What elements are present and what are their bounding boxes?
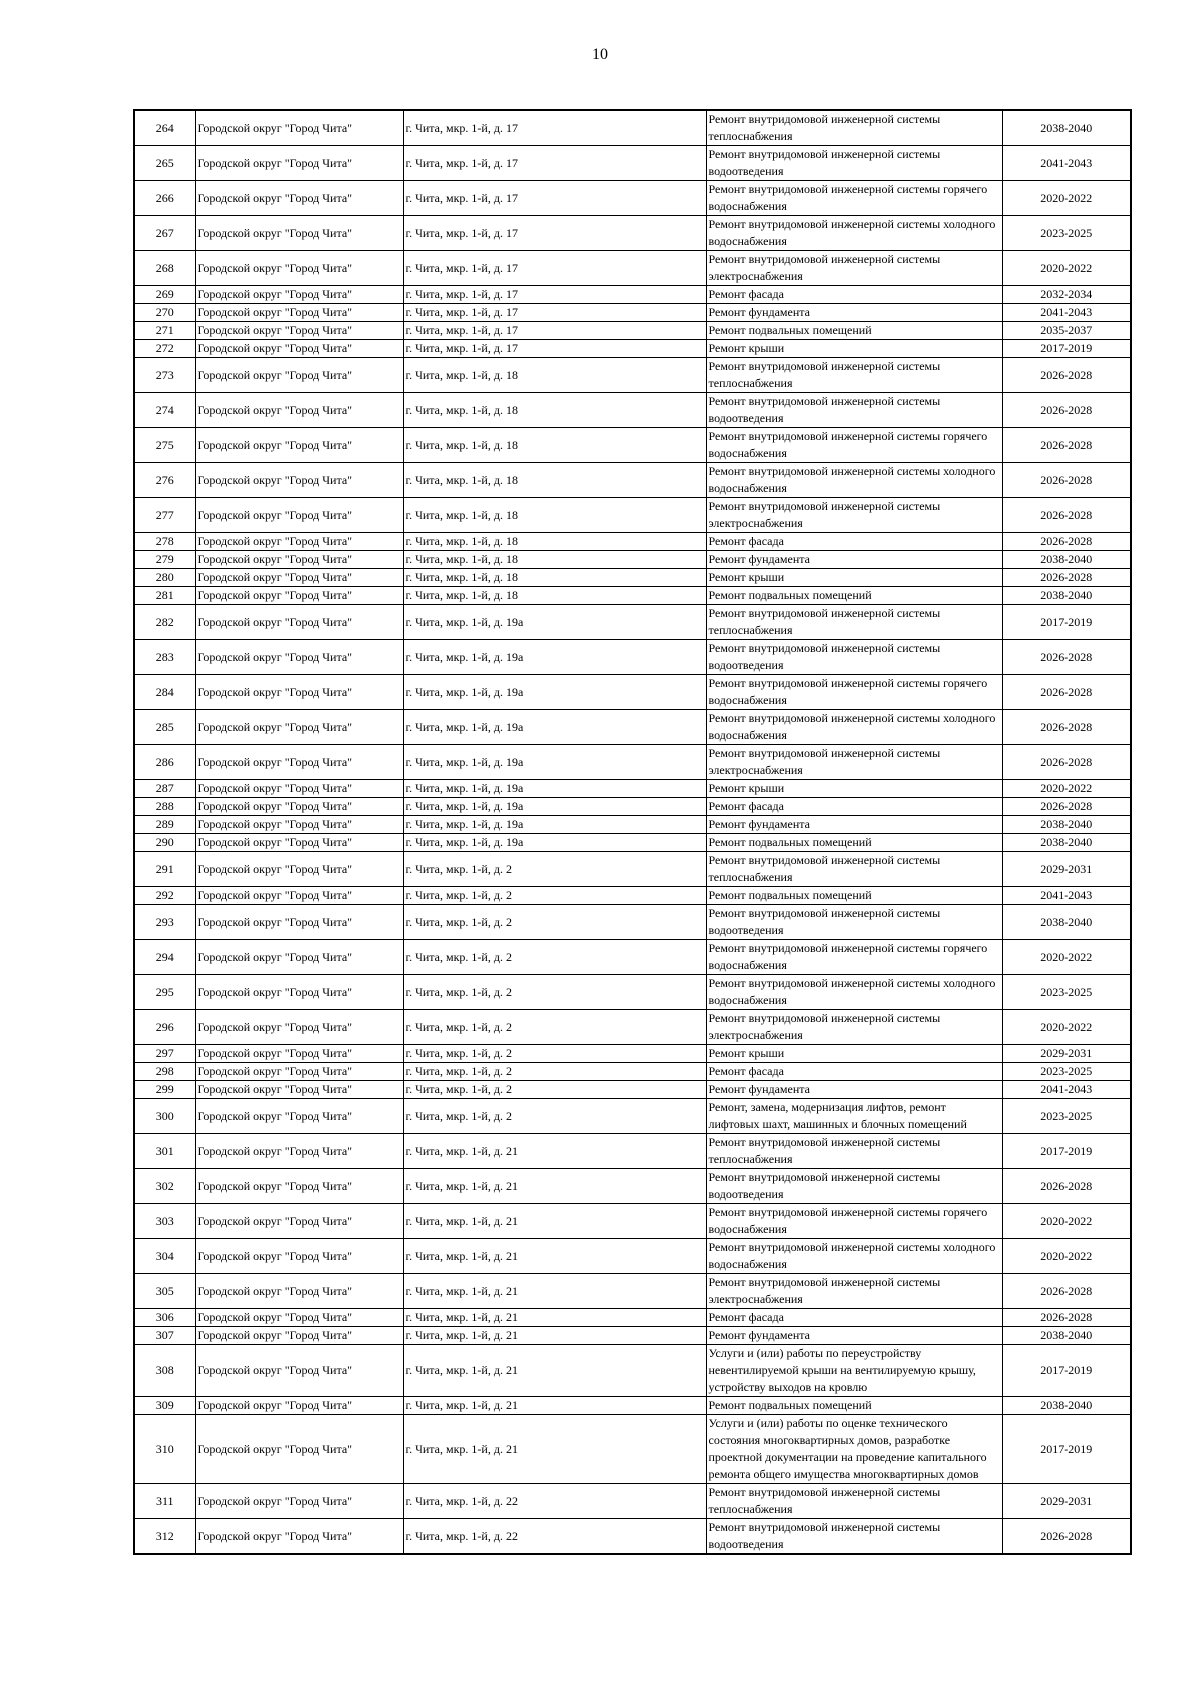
table-row (134, 358, 1131, 393)
cell-number: 300 (134, 1099, 195, 1134)
cell-municipality: Городской округ "Город Чита" (195, 1345, 403, 1397)
repair-schedule-table (133, 109, 1132, 1555)
cell-work-type: Ремонт внутридомовой инженерной системы холодного водоснабжения (706, 710, 1002, 745)
cell-number: 275 (134, 428, 195, 463)
table-row (134, 1309, 1131, 1327)
cell-municipality: Городской округ "Город Чита" (195, 675, 403, 710)
cell-work-type: Ремонт внутридомовой инженерной системы горячего водоснабжения (706, 1204, 1002, 1239)
cell-period: 2041-2043 (1002, 146, 1131, 181)
cell-work-type: Ремонт крыши (706, 340, 1002, 358)
cell-address: г. Чита, мкр. 1-й, д. 2 (403, 1063, 706, 1081)
cell-period: 2017-2019 (1002, 1415, 1131, 1484)
cell-address: г. Чита, мкр. 1-й, д. 18 (403, 428, 706, 463)
cell-number: 264 (134, 110, 195, 146)
cell-municipality: Городской округ "Город Чита" (195, 1327, 403, 1345)
cell-period: 2023-2025 (1002, 1063, 1131, 1081)
cell-municipality: Городской округ "Город Чита" (195, 463, 403, 498)
cell-address: г. Чита, мкр. 1-й, д. 18 (403, 463, 706, 498)
cell-address: г. Чита, мкр. 1-й, д. 18 (403, 551, 706, 569)
cell-address: г. Чита, мкр. 1-й, д. 17 (403, 251, 706, 286)
cell-municipality: Городской округ "Город Чита" (195, 110, 403, 146)
cell-work-type: Ремонт внутридомовой инженерной системы электроснабжения (706, 251, 1002, 286)
cell-municipality: Городской округ "Город Чита" (195, 1484, 403, 1519)
cell-address: г. Чита, мкр. 1-й, д. 2 (403, 940, 706, 975)
table-row (134, 304, 1131, 322)
cell-period: 2026-2028 (1002, 428, 1131, 463)
table-row (134, 1239, 1131, 1274)
cell-municipality: Городской округ "Город Чита" (195, 1415, 403, 1484)
cell-address: г. Чита, мкр. 1-й, д. 21 (403, 1134, 706, 1169)
cell-municipality: Городской округ "Город Чита" (195, 216, 403, 251)
cell-period: 2020-2022 (1002, 1204, 1131, 1239)
table-row (134, 146, 1131, 181)
cell-address: г. Чита, мкр. 1-й, д. 2 (403, 975, 706, 1010)
cell-address: г. Чита, мкр. 1-й, д. 19а (403, 675, 706, 710)
cell-period: 2026-2028 (1002, 1169, 1131, 1204)
cell-period: 2038-2040 (1002, 551, 1131, 569)
cell-municipality: Городской округ "Город Чита" (195, 852, 403, 887)
cell-period: 2026-2028 (1002, 393, 1131, 428)
table-row (134, 1010, 1131, 1045)
cell-period: 2026-2028 (1002, 1519, 1131, 1555)
cell-number: 309 (134, 1397, 195, 1415)
cell-municipality: Городской округ "Город Чита" (195, 640, 403, 675)
cell-address: г. Чита, мкр. 1-й, д. 21 (403, 1345, 706, 1397)
cell-work-type: Ремонт внутридомовой инженерной системы теплоснабжения (706, 1134, 1002, 1169)
cell-number: 297 (134, 1045, 195, 1063)
cell-period: 2035-2037 (1002, 322, 1131, 340)
cell-work-type: Ремонт подвальных помещений (706, 887, 1002, 905)
cell-number: 304 (134, 1239, 195, 1274)
cell-period: 2017-2019 (1002, 605, 1131, 640)
table-row (134, 1415, 1131, 1484)
cell-period: 2020-2022 (1002, 940, 1131, 975)
cell-period: 2026-2028 (1002, 463, 1131, 498)
cell-period: 2038-2040 (1002, 1327, 1131, 1345)
cell-number: 281 (134, 587, 195, 605)
cell-number: 305 (134, 1274, 195, 1309)
table-row (134, 852, 1131, 887)
cell-address: г. Чита, мкр. 1-й, д. 17 (403, 216, 706, 251)
cell-municipality: Городской округ "Город Чита" (195, 1309, 403, 1327)
cell-municipality: Городской округ "Город Чита" (195, 1134, 403, 1169)
cell-address: г. Чита, мкр. 1-й, д. 17 (403, 286, 706, 304)
cell-work-type: Ремонт внутридомовой инженерной системы водоотведения (706, 1519, 1002, 1555)
cell-address: г. Чита, мкр. 1-й, д. 21 (403, 1274, 706, 1309)
cell-period: 2041-2043 (1002, 1081, 1131, 1099)
cell-number: 310 (134, 1415, 195, 1484)
cell-work-type: Ремонт внутридомовой инженерной системы горячего водоснабжения (706, 181, 1002, 216)
cell-work-type: Ремонт, замена, модернизация лифтов, ремонт лифтовых шахт, машинных и блочных помещений (706, 1099, 1002, 1134)
cell-period: 2038-2040 (1002, 587, 1131, 605)
cell-period: 2029-2031 (1002, 852, 1131, 887)
cell-address: г. Чита, мкр. 1-й, д. 17 (403, 340, 706, 358)
table-row (134, 587, 1131, 605)
cell-work-type: Ремонт фундамента (706, 1081, 1002, 1099)
table-row (134, 286, 1131, 304)
cell-period: 2026-2028 (1002, 533, 1131, 551)
cell-address: г. Чита, мкр. 1-й, д. 19а (403, 798, 706, 816)
cell-address: г. Чита, мкр. 1-й, д. 18 (403, 587, 706, 605)
cell-address: г. Чита, мкр. 1-й, д. 19а (403, 780, 706, 798)
cell-work-type: Ремонт внутридомовой инженерной системы теплоснабжения (706, 110, 1002, 146)
cell-address: г. Чита, мкр. 1-й, д. 2 (403, 887, 706, 905)
cell-municipality: Городской округ "Город Чита" (195, 905, 403, 940)
cell-work-type: Ремонт крыши (706, 780, 1002, 798)
cell-municipality: Городской округ "Город Чита" (195, 1239, 403, 1274)
cell-address: г. Чита, мкр. 1-й, д. 18 (403, 533, 706, 551)
cell-address: г. Чита, мкр. 1-й, д. 19а (403, 816, 706, 834)
cell-address: г. Чита, мкр. 1-й, д. 2 (403, 905, 706, 940)
cell-number: 290 (134, 834, 195, 852)
cell-address: г. Чита, мкр. 1-й, д. 19а (403, 710, 706, 745)
table-row (134, 1081, 1131, 1099)
table-row (134, 1274, 1131, 1309)
cell-address: г. Чита, мкр. 1-й, д. 2 (403, 1045, 706, 1063)
table-row (134, 1063, 1131, 1081)
cell-address: г. Чита, мкр. 1-й, д. 18 (403, 358, 706, 393)
cell-municipality: Городской округ "Город Чита" (195, 1274, 403, 1309)
cell-work-type: Ремонт внутридомовой инженерной системы теплоснабжения (706, 852, 1002, 887)
cell-number: 278 (134, 533, 195, 551)
table-row (134, 322, 1131, 340)
cell-municipality: Городской округ "Город Чита" (195, 940, 403, 975)
cell-work-type: Ремонт внутридомовой инженерной системы холодного водоснабжения (706, 975, 1002, 1010)
cell-work-type: Ремонт крыши (706, 1045, 1002, 1063)
table-row (134, 1327, 1131, 1345)
cell-number: 306 (134, 1309, 195, 1327)
cell-period: 2026-2028 (1002, 1274, 1131, 1309)
cell-period: 2026-2028 (1002, 798, 1131, 816)
cell-number: 296 (134, 1010, 195, 1045)
table-row (134, 1134, 1131, 1169)
cell-work-type: Ремонт фасада (706, 1309, 1002, 1327)
cell-number: 289 (134, 816, 195, 834)
table-row (134, 834, 1131, 852)
cell-municipality: Городской округ "Город Чита" (195, 181, 403, 216)
cell-municipality: Городской округ "Город Чита" (195, 887, 403, 905)
cell-municipality: Городской округ "Город Чита" (195, 745, 403, 780)
cell-municipality: Городской округ "Город Чита" (195, 146, 403, 181)
cell-number: 284 (134, 675, 195, 710)
table-row (134, 798, 1131, 816)
cell-period: 2038-2040 (1002, 110, 1131, 146)
cell-municipality: Городской округ "Город Чита" (195, 340, 403, 358)
cell-number: 273 (134, 358, 195, 393)
cell-work-type: Ремонт внутридомовой инженерной системы электроснабжения (706, 1274, 1002, 1309)
cell-number: 302 (134, 1169, 195, 1204)
table-row (134, 110, 1131, 146)
cell-work-type: Ремонт внутридомовой инженерной системы водоотведения (706, 1169, 1002, 1204)
cell-number: 277 (134, 498, 195, 533)
table-row (134, 940, 1131, 975)
cell-work-type: Ремонт внутридомовой инженерной системы горячего водоснабжения (706, 428, 1002, 463)
cell-period: 2026-2028 (1002, 710, 1131, 745)
table-row (134, 498, 1131, 533)
cell-number: 269 (134, 286, 195, 304)
table-row (134, 551, 1131, 569)
cell-number: 285 (134, 710, 195, 745)
cell-work-type: Ремонт внутридомовой инженерной системы водоотведения (706, 146, 1002, 181)
cell-number: 274 (134, 393, 195, 428)
cell-work-type: Ремонт внутридомовой инженерной системы горячего водоснабжения (706, 940, 1002, 975)
cell-municipality: Городской округ "Город Чита" (195, 780, 403, 798)
table-row (134, 393, 1131, 428)
cell-address: г. Чита, мкр. 1-й, д. 2 (403, 1010, 706, 1045)
cell-municipality: Городской округ "Город Чита" (195, 358, 403, 393)
cell-work-type: Ремонт подвальных помещений (706, 587, 1002, 605)
cell-municipality: Городской округ "Город Чита" (195, 533, 403, 551)
cell-municipality: Городской округ "Город Чита" (195, 1169, 403, 1204)
cell-municipality: Городской округ "Город Чита" (195, 710, 403, 745)
cell-municipality: Городской округ "Город Чита" (195, 1081, 403, 1099)
cell-address: г. Чита, мкр. 1-й, д. 21 (403, 1309, 706, 1327)
cell-address: г. Чита, мкр. 1-й, д. 2 (403, 1081, 706, 1099)
cell-municipality: Городской округ "Город Чита" (195, 605, 403, 640)
cell-address: г. Чита, мкр. 1-й, д. 17 (403, 146, 706, 181)
cell-address: г. Чита, мкр. 1-й, д. 17 (403, 110, 706, 146)
table-row (134, 463, 1131, 498)
cell-number: 286 (134, 745, 195, 780)
cell-work-type: Ремонт фасада (706, 1063, 1002, 1081)
cell-municipality: Городской округ "Город Чита" (195, 1519, 403, 1555)
cell-address: г. Чита, мкр. 1-й, д. 18 (403, 393, 706, 428)
cell-number: 287 (134, 780, 195, 798)
cell-work-type: Услуги и (или) работы по оценке технического состояния многоквартирных домов, разработке проектной документации на проведение капитального ремонта общего имущества многоквартирных домов (706, 1415, 1002, 1484)
cell-number: 292 (134, 887, 195, 905)
table-row (134, 975, 1131, 1010)
cell-address: г. Чита, мкр. 1-й, д. 21 (403, 1169, 706, 1204)
cell-municipality: Городской округ "Город Чита" (195, 322, 403, 340)
table-row (134, 905, 1131, 940)
cell-number: 271 (134, 322, 195, 340)
cell-municipality: Городской округ "Город Чита" (195, 1063, 403, 1081)
table-row (134, 428, 1131, 463)
cell-address: г. Чита, мкр. 1-й, д. 21 (403, 1397, 706, 1415)
cell-work-type: Ремонт фасада (706, 798, 1002, 816)
cell-period: 2026-2028 (1002, 640, 1131, 675)
cell-address: г. Чита, мкр. 1-й, д. 17 (403, 304, 706, 322)
cell-work-type: Ремонт внутридомовой инженерной системы холодного водоснабжения (706, 1239, 1002, 1274)
cell-period: 2017-2019 (1002, 1134, 1131, 1169)
cell-number: 270 (134, 304, 195, 322)
cell-address: г. Чита, мкр. 1-й, д. 22 (403, 1519, 706, 1555)
cell-work-type: Ремонт внутридомовой инженерной системы теплоснабжения (706, 358, 1002, 393)
cell-period: 2026-2028 (1002, 745, 1131, 780)
cell-municipality: Городской округ "Город Чита" (195, 1099, 403, 1134)
cell-period: 2026-2028 (1002, 569, 1131, 587)
cell-address: г. Чита, мкр. 1-й, д. 2 (403, 852, 706, 887)
cell-municipality: Городской округ "Город Чита" (195, 975, 403, 1010)
cell-period: 2038-2040 (1002, 905, 1131, 940)
cell-municipality: Городской округ "Город Чита" (195, 1045, 403, 1063)
table-row (134, 816, 1131, 834)
cell-municipality: Городской округ "Город Чита" (195, 498, 403, 533)
cell-work-type: Ремонт внутридомовой инженерной системы теплоснабжения (706, 1484, 1002, 1519)
cell-number: 265 (134, 146, 195, 181)
cell-period: 2020-2022 (1002, 1010, 1131, 1045)
cell-address: г. Чита, мкр. 1-й, д. 2 (403, 1099, 706, 1134)
cell-municipality: Городской округ "Город Чита" (195, 834, 403, 852)
cell-work-type: Ремонт внутридомовой инженерной системы водоотведения (706, 905, 1002, 940)
cell-number: 301 (134, 1134, 195, 1169)
cell-number: 272 (134, 340, 195, 358)
cell-municipality: Городской округ "Город Чита" (195, 428, 403, 463)
cell-number: 279 (134, 551, 195, 569)
cell-number: 299 (134, 1081, 195, 1099)
cell-period: 2017-2019 (1002, 340, 1131, 358)
cell-municipality: Городской округ "Город Чита" (195, 304, 403, 322)
cell-period: 2038-2040 (1002, 816, 1131, 834)
cell-period: 2029-2031 (1002, 1484, 1131, 1519)
cell-address: г. Чита, мкр. 1-й, д. 17 (403, 322, 706, 340)
cell-address: г. Чита, мкр. 1-й, д. 19а (403, 605, 706, 640)
cell-municipality: Городской округ "Город Чита" (195, 798, 403, 816)
table-row (134, 1397, 1131, 1415)
cell-work-type: Ремонт фундамента (706, 816, 1002, 834)
cell-period: 2023-2025 (1002, 1099, 1131, 1134)
cell-work-type: Ремонт фундамента (706, 304, 1002, 322)
cell-address: г. Чита, мкр. 1-й, д. 19а (403, 640, 706, 675)
cell-work-type: Ремонт внутридомовой инженерной системы холодного водоснабжения (706, 463, 1002, 498)
cell-period: 2020-2022 (1002, 181, 1131, 216)
table-row (134, 1484, 1131, 1519)
table-row (134, 675, 1131, 710)
cell-period: 2020-2022 (1002, 1239, 1131, 1274)
cell-period: 2026-2028 (1002, 358, 1131, 393)
cell-period: 2026-2028 (1002, 1309, 1131, 1327)
cell-period: 2026-2028 (1002, 498, 1131, 533)
cell-address: г. Чита, мкр. 1-й, д. 21 (403, 1327, 706, 1345)
cell-work-type: Ремонт подвальных помещений (706, 1397, 1002, 1415)
cell-period: 2038-2040 (1002, 834, 1131, 852)
cell-address: г. Чита, мкр. 1-й, д. 21 (403, 1204, 706, 1239)
page-number: 10 (592, 46, 608, 63)
cell-work-type: Ремонт фундамента (706, 1327, 1002, 1345)
table-row (134, 780, 1131, 798)
cell-period: 2017-2019 (1002, 1345, 1131, 1397)
cell-number: 276 (134, 463, 195, 498)
cell-number: 294 (134, 940, 195, 975)
cell-address: г. Чита, мкр. 1-й, д. 21 (403, 1239, 706, 1274)
cell-number: 266 (134, 181, 195, 216)
cell-work-type: Ремонт внутридомовой инженерной системы электроснабжения (706, 745, 1002, 780)
table-row (134, 569, 1131, 587)
table-row (134, 710, 1131, 745)
cell-work-type: Ремонт фундамента (706, 551, 1002, 569)
table-row (134, 216, 1131, 251)
cell-period: 2026-2028 (1002, 675, 1131, 710)
cell-work-type: Ремонт внутридомовой инженерной системы горячего водоснабжения (706, 675, 1002, 710)
cell-address: г. Чита, мкр. 1-й, д. 19а (403, 834, 706, 852)
cell-period: 2041-2043 (1002, 304, 1131, 322)
cell-number: 295 (134, 975, 195, 1010)
cell-municipality: Городской округ "Город Чита" (195, 587, 403, 605)
cell-period: 2038-2040 (1002, 1397, 1131, 1415)
cell-number: 293 (134, 905, 195, 940)
cell-period: 2023-2025 (1002, 216, 1131, 251)
table-row (134, 340, 1131, 358)
cell-work-type: Ремонт крыши (706, 569, 1002, 587)
cell-address: г. Чита, мкр. 1-й, д. 22 (403, 1484, 706, 1519)
cell-municipality: Городской округ "Город Чита" (195, 251, 403, 286)
table-row (134, 887, 1131, 905)
table-row (134, 1519, 1131, 1555)
cell-number: 307 (134, 1327, 195, 1345)
cell-municipality: Городской округ "Город Чита" (195, 393, 403, 428)
cell-work-type: Ремонт внутридомовой инженерной системы теплоснабжения (706, 605, 1002, 640)
cell-work-type: Ремонт внутридомовой инженерной системы электроснабжения (706, 498, 1002, 533)
cell-work-type: Ремонт фасада (706, 286, 1002, 304)
cell-municipality: Городской округ "Город Чита" (195, 816, 403, 834)
cell-work-type: Ремонт подвальных помещений (706, 322, 1002, 340)
cell-period: 2029-2031 (1002, 1045, 1131, 1063)
cell-period: 2032-2034 (1002, 286, 1131, 304)
cell-municipality: Городской округ "Город Чита" (195, 286, 403, 304)
cell-number: 267 (134, 216, 195, 251)
table-row (134, 181, 1131, 216)
table-row (134, 251, 1131, 286)
table-row (134, 1345, 1131, 1397)
table-row (134, 745, 1131, 780)
table-row (134, 1204, 1131, 1239)
table-row (134, 640, 1131, 675)
cell-municipality: Городской округ "Город Чита" (195, 551, 403, 569)
cell-municipality: Городской округ "Город Чита" (195, 1397, 403, 1415)
table-row (134, 605, 1131, 640)
table-row (134, 1045, 1131, 1063)
cell-address: г. Чита, мкр. 1-й, д. 19а (403, 745, 706, 780)
cell-work-type: Услуги и (или) работы по переустройству невентилируемой крыши на вентилируемую крышу, устройству выходов на кровлю (706, 1345, 1002, 1397)
cell-work-type: Ремонт внутридомовой инженерной системы водоотведения (706, 393, 1002, 428)
cell-period: 2023-2025 (1002, 975, 1131, 1010)
cell-number: 312 (134, 1519, 195, 1555)
cell-number: 280 (134, 569, 195, 587)
cell-number: 291 (134, 852, 195, 887)
cell-work-type: Ремонт внутридомовой инженерной системы электроснабжения (706, 1010, 1002, 1045)
cell-work-type: Ремонт подвальных помещений (706, 834, 1002, 852)
cell-number: 283 (134, 640, 195, 675)
cell-number: 268 (134, 251, 195, 286)
cell-work-type: Ремонт фасада (706, 533, 1002, 551)
table-row (134, 533, 1131, 551)
cell-period: 2020-2022 (1002, 780, 1131, 798)
cell-number: 288 (134, 798, 195, 816)
cell-number: 282 (134, 605, 195, 640)
cell-number: 298 (134, 1063, 195, 1081)
cell-period: 2041-2043 (1002, 887, 1131, 905)
cell-address: г. Чита, мкр. 1-й, д. 18 (403, 569, 706, 587)
cell-period: 2020-2022 (1002, 251, 1131, 286)
table-body (134, 110, 1131, 1554)
cell-address: г. Чита, мкр. 1-й, д. 17 (403, 181, 706, 216)
cell-address: г. Чита, мкр. 1-й, д. 18 (403, 498, 706, 533)
cell-address: г. Чита, мкр. 1-й, д. 21 (403, 1415, 706, 1484)
cell-municipality: Городской округ "Город Чита" (195, 1204, 403, 1239)
table-row (134, 1099, 1131, 1134)
cell-work-type: Ремонт внутридомовой инженерной системы водоотведения (706, 640, 1002, 675)
table-row (134, 1169, 1131, 1204)
cell-number: 308 (134, 1345, 195, 1397)
cell-number: 311 (134, 1484, 195, 1519)
cell-work-type: Ремонт внутридомовой инженерной системы холодного водоснабжения (706, 216, 1002, 251)
cell-municipality: Городской округ "Город Чита" (195, 569, 403, 587)
cell-municipality: Городской округ "Город Чита" (195, 1010, 403, 1045)
cell-number: 303 (134, 1204, 195, 1239)
